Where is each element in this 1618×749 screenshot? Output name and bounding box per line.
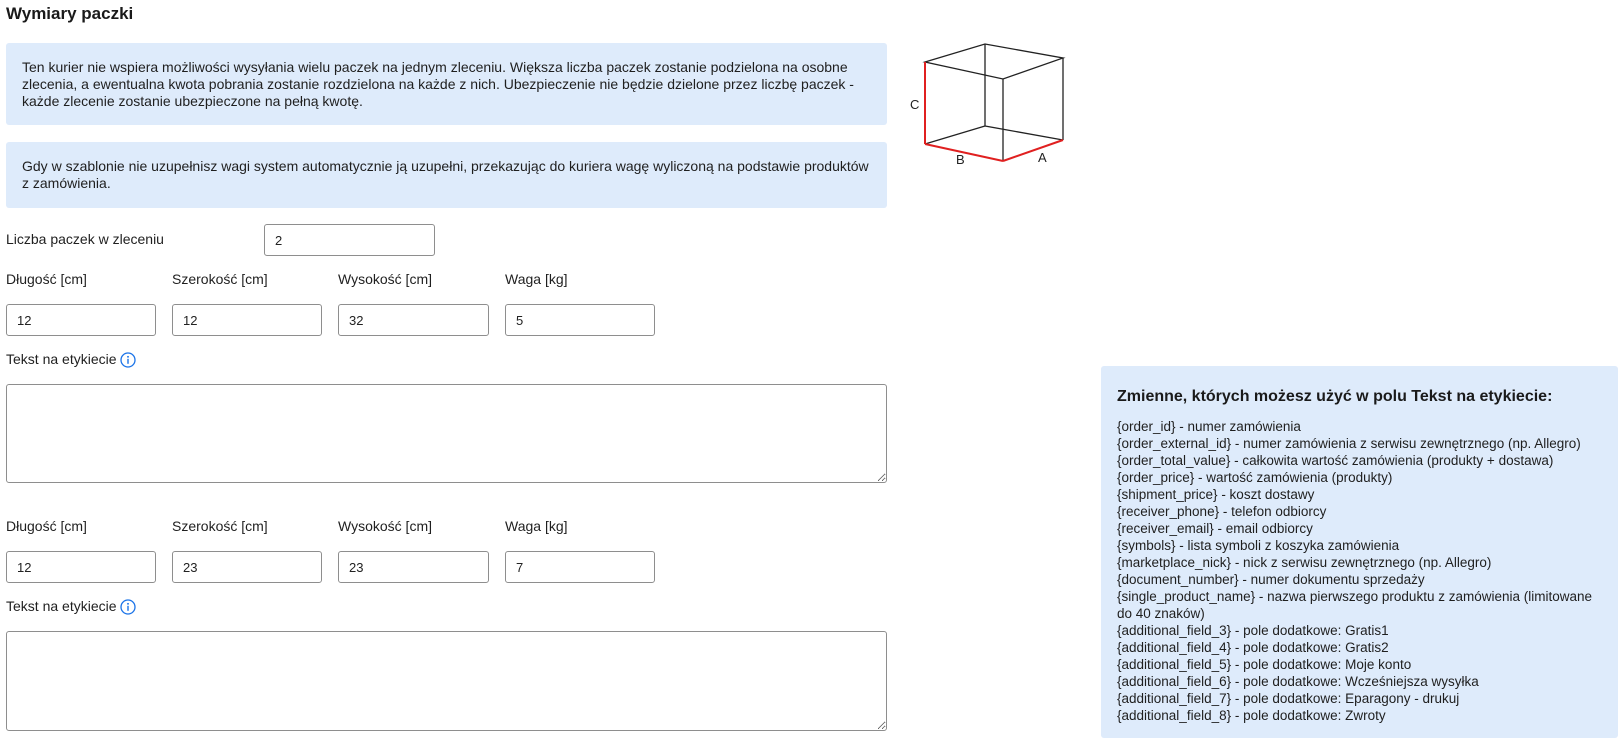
variable-item: {additional_field_3} - pole dodatkowe: Gratis1 bbox=[1117, 623, 1389, 638]
package-2-weight-input[interactable] bbox=[505, 551, 655, 583]
variable-item: {additional_field_8} - pole dodatkowe: Zwroty bbox=[1117, 708, 1386, 723]
variable-item: {shipment_price} - koszt dostawy bbox=[1117, 487, 1315, 502]
edge-a-label: A bbox=[1038, 150, 1047, 165]
variable-item: {receiver_phone} - telefon odbiorcy bbox=[1117, 504, 1327, 519]
variable-item: {symbols} - lista symboli z koszyka zamówienia bbox=[1117, 538, 1400, 553]
variable-item: {marketplace_nick} - nick z serwisu zewnętrznego (np. Allegro) bbox=[1117, 555, 1492, 570]
variable-item: {additional_field_5} - pole dodatkowe: Moje konto bbox=[1117, 657, 1412, 672]
info-icon[interactable] bbox=[120, 599, 136, 615]
variable-item: {order_external_id} - numer zamówienia z serwisu zewnętrznego (np. Allegro) bbox=[1117, 436, 1581, 451]
variable-item: {single_product_name} - nazwa pierwszego produktu z zamówienia (limitowane do 40 znaków) bbox=[1117, 589, 1593, 621]
variable-item: {order_id} - numer zamówienia bbox=[1117, 419, 1301, 434]
box-bottom-back-edge bbox=[985, 126, 1063, 140]
info-box-multi-package: Ten kurier nie wspiera możliwości wysyłania wielu paczek na jednym zleceniu. Większa liczba paczek zostanie podzielona na osobne zlecenia, a ewentualna kwota pobrania zostanie rozdzielona na każde z nich. Ubezpieczenie nie będzie dzielone przez liczbę paczek - każde zlecenie zostanie ubezpieczone na pełną kwotę. bbox=[6, 43, 887, 125]
package-1-width-label: Szerokość [cm] bbox=[172, 271, 268, 287]
package-1-label-text-area[interactable] bbox=[6, 384, 887, 483]
variable-item: {order_total_value} - całkowita wartość zamówienia (produkty + dostawa) bbox=[1117, 453, 1554, 468]
box-diagram-svg bbox=[905, 36, 1075, 176]
edge-c-label: C bbox=[910, 97, 920, 112]
package-2-width-input[interactable] bbox=[172, 551, 322, 583]
package-1-height-label: Wysokość [cm] bbox=[338, 271, 432, 287]
variable-item: {order_price} - wartość zamówienia (produkty) bbox=[1117, 470, 1393, 485]
package-count-input[interactable] bbox=[264, 224, 435, 256]
edge-a-highlight bbox=[1003, 140, 1063, 161]
edge-b-label: B bbox=[956, 152, 965, 167]
package-2-weight-label: Waga [kg] bbox=[505, 518, 568, 534]
package-1-weight-label: Waga [kg] bbox=[505, 271, 568, 287]
package-1-height-input[interactable] bbox=[338, 304, 489, 336]
package-2-label-text-area[interactable] bbox=[6, 631, 887, 731]
variable-item: {receiver_email} - email odbiorcy bbox=[1117, 521, 1313, 536]
package-1-weight-input[interactable] bbox=[505, 304, 655, 336]
package-count-label: Liczba paczek w zleceniu bbox=[6, 231, 164, 247]
variables-panel bbox=[1101, 366, 1618, 738]
package-1-length-label: Długość [cm] bbox=[6, 271, 87, 287]
package-2-height-input[interactable] bbox=[338, 551, 489, 583]
package-2-length-input[interactable] bbox=[6, 551, 156, 583]
package-2-label-text-label: Tekst na etykiecie bbox=[6, 598, 117, 614]
variable-item: {additional_field_6} - pole dodatkowe: Wcześniejsza wysyłka bbox=[1117, 674, 1479, 689]
package-2-length-label: Długość [cm] bbox=[6, 518, 87, 534]
variable-item: {document_number} - numer dokumentu sprzedaży bbox=[1117, 572, 1425, 587]
info-icon[interactable] bbox=[120, 352, 136, 368]
variables-list bbox=[1117, 418, 1602, 724]
section-title: Wymiary paczki bbox=[6, 4, 134, 23]
variable-item: {additional_field_4} - pole dodatkowe: Gratis2 bbox=[1117, 640, 1389, 655]
package-1-label-text-label: Tekst na etykiecie bbox=[6, 351, 117, 367]
variable-item: {additional_field_7} - pole dodatkowe: Eparagony - drukuj bbox=[1117, 691, 1460, 706]
info-box-weight: Gdy w szablonie nie uzupełnisz wagi system automatycznie ją uzupełni, przekazując do kuriera wagę wyliczoną na podstawie produktów z zamówienia. bbox=[6, 142, 887, 208]
package-2-height-label: Wysokość [cm] bbox=[338, 518, 432, 534]
box-dimensions-diagram bbox=[905, 36, 1075, 176]
box-top-face bbox=[925, 44, 1063, 79]
package-1-width-input[interactable] bbox=[172, 304, 322, 336]
variables-title: Zmienne, których możesz użyć w polu Tekst na etykiecie: bbox=[1117, 388, 1553, 405]
package-1-length-input[interactable] bbox=[6, 304, 156, 336]
box-bottom-left-edge bbox=[925, 126, 985, 144]
package-2-width-label: Szerokość [cm] bbox=[172, 518, 268, 534]
